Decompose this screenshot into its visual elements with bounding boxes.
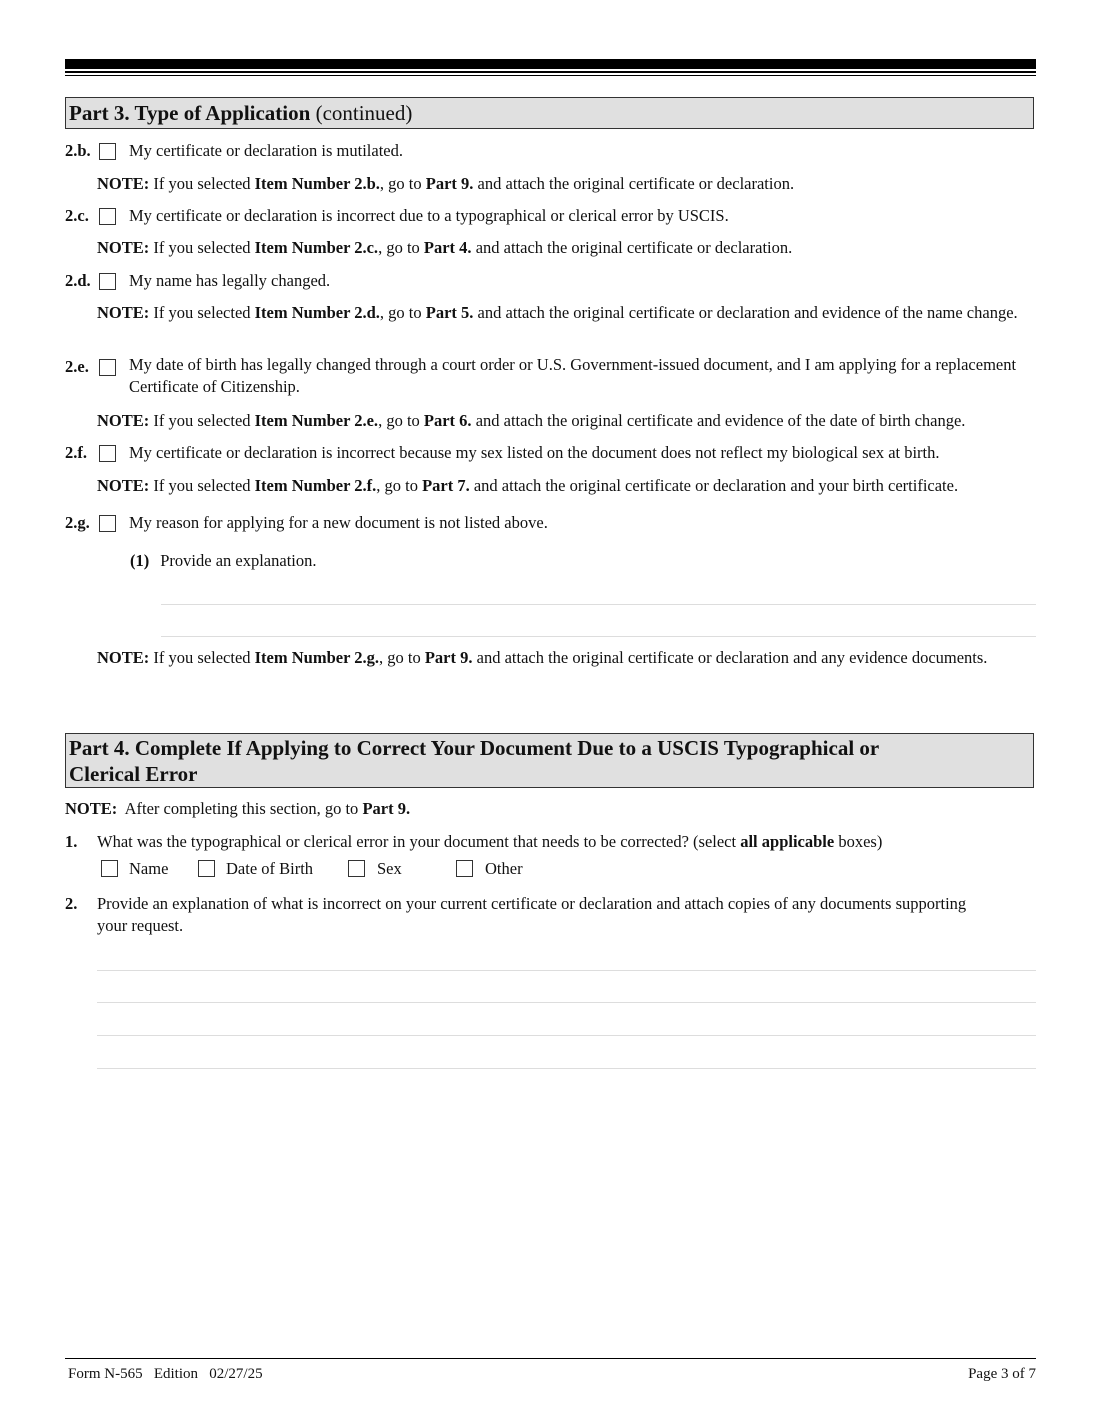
note-text: and attach the original certificate or declaration and your birth certificate. — [469, 476, 959, 495]
item-number: 2.d. — [65, 271, 91, 290]
note-label: NOTE: — [97, 411, 150, 430]
note-text: , go to — [379, 648, 425, 667]
note-text: , go to — [376, 476, 423, 495]
checkbox-sex[interactable] — [348, 860, 365, 877]
explanation-rule — [97, 1002, 1036, 1003]
checkbox-2d[interactable] — [99, 273, 116, 290]
option-date-of-birth-label: Date of Birth — [226, 859, 314, 878]
header-thick-rule — [65, 59, 1036, 69]
sub-item-number: (1) — [130, 551, 150, 570]
correction-explanation-line-2[interactable] — [97, 972, 1040, 1004]
item-number: 2.f. — [65, 443, 87, 462]
option-name-label: Name — [129, 859, 169, 878]
note-text: After completing this section, go to — [117, 799, 363, 818]
item-text: My name has legally changed. — [129, 271, 331, 290]
explanation-rule — [97, 1035, 1036, 1036]
note-2d — [97, 302, 1042, 324]
item-text: My certificate or declaration is mutilated. — [129, 141, 403, 160]
note-text: If you selected — [149, 303, 255, 322]
checkbox-name[interactable] — [101, 860, 118, 877]
note-2g — [97, 647, 1042, 669]
form-edition: Form N-565 Edition 02/27/25 — [68, 1366, 263, 1382]
question-text: What was the typographical or clerical error in your document that needs to be corrected? (select — [97, 832, 741, 851]
note-label: NOTE: — [97, 174, 150, 193]
note-item-ref: Item Number 2.b. — [254, 174, 380, 193]
explanation-line-1[interactable] — [161, 574, 1040, 606]
part4-title: Part 4. Complete If Applying to Correct Your Document Due to a USCIS Typographical or Clerical Error — [69, 736, 879, 786]
question-1-text — [97, 831, 882, 853]
part3-title: Part 3. Type of Application — [69, 101, 311, 125]
checkbox-date-of-birth[interactable] — [198, 860, 215, 877]
option-sex-label: Sex — [377, 859, 402, 878]
option-other-label: Other — [485, 859, 523, 878]
page-number: Page 3 of 7 — [968, 1366, 1036, 1382]
question-2-text: Provide an explanation of what is incorrect on your current certificate or declaration and attach copies of any documents supporting your request. — [97, 894, 967, 935]
note-text: If you selected — [149, 648, 255, 667]
explanation-rule — [161, 636, 1036, 637]
item-text: My certificate or declaration is incorrect due to a typographical or clerical error by USCIS. — [129, 206, 729, 225]
note-text: and attach the original certificate or declaration. — [471, 238, 793, 257]
correction-explanation-line-3[interactable] — [97, 1004, 1040, 1036]
checkbox-2c[interactable] — [99, 208, 116, 225]
note-item-ref: Item Number 2.f. — [254, 476, 377, 495]
note-part-ref: Part 9. — [424, 648, 473, 667]
note-text: and attach the original certificate and evidence of the date of birth change. — [471, 411, 966, 430]
checkbox-2b[interactable] — [99, 143, 116, 160]
item-text: My certificate or declaration is incorrect because my sex listed on the document does not reflect my biological sex at birth. — [129, 443, 940, 462]
item-2e — [65, 354, 1040, 398]
note-part-ref: Part 7. — [422, 476, 470, 495]
checkbox-other[interactable] — [456, 860, 473, 877]
item-2b — [65, 140, 1040, 162]
item-number: 2.e. — [65, 357, 89, 376]
note-text: If you selected — [149, 238, 255, 257]
part3-title-continued: (continued) — [310, 101, 413, 125]
note-part-ref: Part 9. — [362, 799, 411, 818]
note-item-ref: Item Number 2.g. — [254, 648, 379, 667]
note-text: and attach the original certificate or declaration and any evidence documents. — [472, 648, 988, 667]
note-part-ref: Part 4. — [423, 238, 472, 257]
note-2b — [97, 173, 1042, 195]
note-label: NOTE: — [97, 648, 150, 667]
explanation-rule — [97, 1068, 1036, 1069]
sub-item-1 — [130, 550, 317, 572]
note-2e — [97, 410, 1042, 432]
checkbox-2g[interactable] — [99, 515, 116, 532]
explanation-rule — [97, 970, 1036, 971]
note-item-ref: Item Number 2.d. — [254, 303, 380, 322]
note-text: If you selected — [149, 411, 255, 430]
checkbox-2f[interactable] — [99, 445, 116, 462]
explanation-rule — [161, 604, 1036, 605]
item-2f — [65, 442, 1040, 464]
note-label: NOTE: — [65, 799, 118, 818]
part3-header — [65, 97, 1034, 129]
question-emphasis: all applicable — [740, 832, 835, 851]
item-number: 2. — [65, 894, 78, 913]
question-text: boxes) — [834, 832, 883, 851]
item-text: My reason for applying for a new document is not listed above. — [129, 513, 548, 532]
note-item-ref: Item Number 2.e. — [254, 411, 379, 430]
note-label: NOTE: — [97, 476, 150, 495]
note-2f — [97, 475, 1042, 497]
item-2d — [65, 270, 1040, 292]
note-text: , go to — [378, 411, 424, 430]
sub-item-text: Provide an explanation. — [160, 551, 317, 570]
explanation-line-2[interactable] — [161, 606, 1040, 638]
note-text: , go to — [379, 174, 426, 193]
item-text: My date of birth has legally changed through a court order or U.S. Government-issued document, and I am applying for a replacement Certificate of Citizenship. — [129, 355, 1017, 396]
item-number: 1. — [65, 832, 78, 851]
note-text: If you selected — [149, 174, 255, 193]
note-label: NOTE: — [97, 303, 150, 322]
note-text: , go to — [378, 238, 424, 257]
note-text: If you selected — [149, 476, 255, 495]
note-2c — [97, 237, 1042, 259]
correction-explanation-line-4[interactable] — [97, 1037, 1040, 1069]
note-part-ref: Part 9. — [425, 174, 474, 193]
note-part-ref: Part 6. — [423, 411, 472, 430]
note-text: and attach the original certificate or declaration and evidence of the name change. — [473, 303, 1018, 322]
correction-explanation-line-1[interactable] — [97, 940, 1040, 972]
header-rule-thin — [65, 75, 1036, 76]
checkbox-2e[interactable] — [99, 359, 116, 376]
part4-note — [65, 798, 410, 820]
note-text: , go to — [379, 303, 426, 322]
item-number: 2.g. — [65, 513, 90, 532]
item-number: 2.c. — [65, 206, 89, 225]
item-number: 2.b. — [65, 141, 91, 160]
item-2g — [65, 512, 1040, 534]
header-rule — [65, 71, 1036, 73]
footer-rule — [65, 1358, 1036, 1359]
note-text: and attach the original certificate or declaration. — [473, 174, 795, 193]
note-item-ref: Item Number 2.c. — [254, 238, 379, 257]
item-2c — [65, 205, 1040, 227]
part4-header — [65, 733, 1034, 788]
note-label: NOTE: — [97, 238, 150, 257]
note-part-ref: Part 5. — [425, 303, 474, 322]
